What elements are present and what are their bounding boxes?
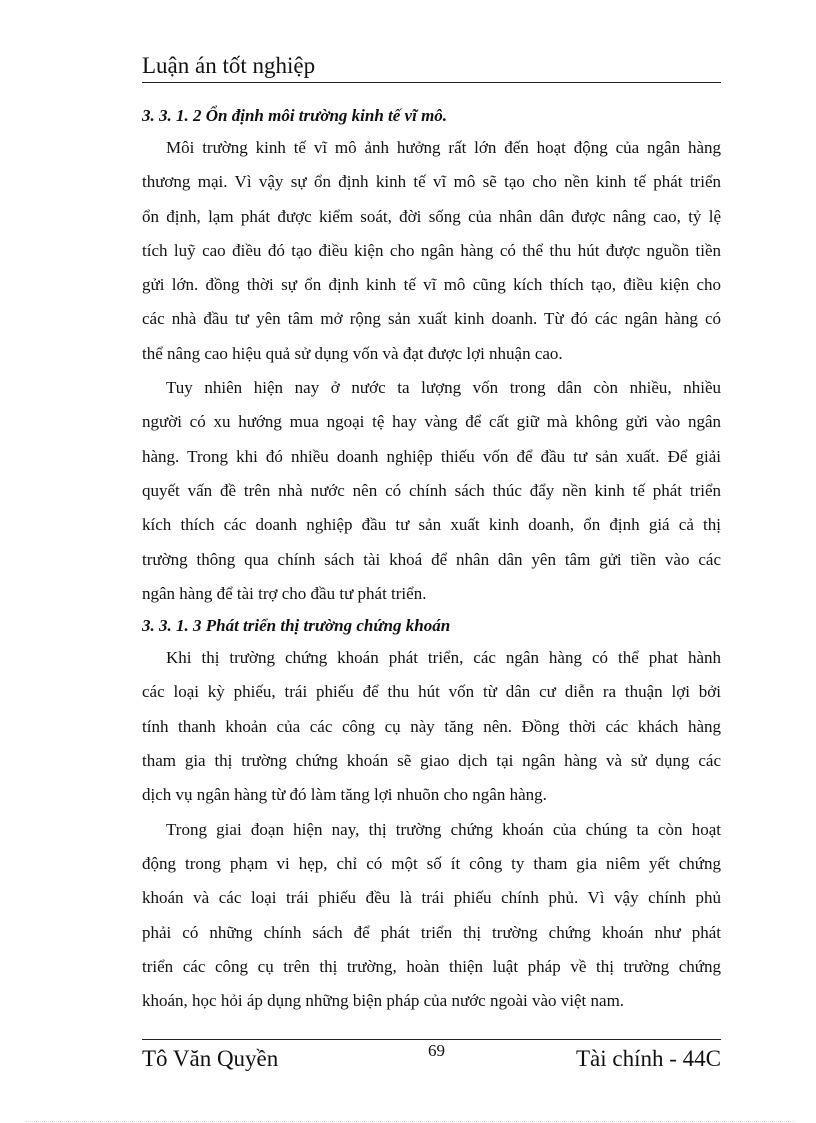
footer-author: Tô Văn Quyền: [142, 1046, 279, 1071]
paragraph: [142, 371, 721, 611]
text-line: kích thích các doanh nghiệp đầu tư sản xuất kinh doanh, ổn định giá cả thị: [142, 515, 721, 535]
text-line: thể nâng cao hiệu quả sử dụng vốn và đạt được lợi nhuận cao.: [142, 343, 563, 363]
text-line: người có xu hướng mua ngoại tệ hay vàng để cất giữ mà không gửi vào ngân: [142, 412, 721, 432]
text-line: trường thông qua chính sách tài khoá để nhân dân yên tâm gửi tiền vào các: [142, 549, 721, 569]
text-line: động trong phạm vi hẹp, chỉ có một số ít công ty tham gia niêm yết chứng: [142, 853, 721, 873]
text-line: Trong giai đoạn hiện nay, thị trường chứng khoán của chúng ta còn hoạt: [166, 819, 721, 839]
paragraph: [142, 131, 721, 371]
paragraph: [142, 813, 721, 1019]
document-body: [142, 101, 721, 1018]
text-line: tích luỹ cao điều đó tạo điều kiện cho ngân hàng có thể thu hút được nguồn tiền: [142, 240, 721, 260]
text-line: ngân hàng để tài trợ cho đầu tư phát triển.: [142, 583, 427, 603]
text-line: thương mại. Vì vậy sự ổn định kinh tế vĩ mô sẽ tạo cho nền kinh tế phát triển: [142, 172, 721, 192]
text-line: quyết vấn đề trên nhà nước nên có chính sách thúc đẩy nền kinh tế phát triển: [142, 480, 721, 500]
text-line: tính thanh khoản của các công cụ này tăng nên. Đồng thời các khách hàng: [142, 716, 721, 736]
text-line: triển các công cụ trên thị trường, hoàn thiện luật pháp về thị trường chứng: [142, 956, 721, 976]
page-bottom-edge: [25, 1121, 795, 1122]
footer-rule: [142, 1039, 721, 1040]
text-line: Môi trường kinh tế vĩ mô ảnh hưởng rất lớn đến hoạt động của ngân hàng: [166, 138, 721, 157]
text-line: phải có những chính sách để phát triển thị trường chứng khoán như phát: [142, 922, 721, 942]
text-line: Tuy nhiên hiện nay ở nước ta lượng vốn trong dân còn nhiều, nhiều: [166, 378, 721, 398]
page-number: 69: [428, 1041, 445, 1060]
text-line: tham gia thị trường chứng khoán sẽ giao dịch tại ngân hàng và sử dụng các: [142, 751, 721, 771]
section-heading: 3. 3. 1. 3 Phát triển thị trường chứng khoán: [142, 616, 451, 636]
text-line: dịch vụ ngân hàng từ đó làm tăng lợi nhuõn cho ngân hàng.: [142, 785, 547, 805]
document-header-title: Luận án tốt nghiệp: [142, 53, 316, 78]
paragraph: [142, 641, 721, 812]
text-line: Khi thị trường chứng khoán phát triển, các ngân hàng có thể phat hành: [166, 648, 721, 668]
header-rule: [142, 82, 721, 83]
section-heading: 3. 3. 1. 2 Ổn định môi trường kinh tế vĩ mô.: [142, 106, 448, 125]
text-line: hàng. Trong khi đó nhiều doanh nghiệp thiếu vốn để đầu tư sản xuất. Để giải: [142, 446, 721, 466]
text-line: ổn định, lạm phát được kiểm soát, đời sống của nhân dân được nâng cao, tỷ lệ: [142, 206, 721, 226]
text-line: khoán, học hỏi áp dụng những biện pháp của nước ngoài vào việt nam.: [142, 991, 625, 1011]
footer-course: Tài chính - 44C: [576, 1046, 721, 1071]
text-line: gửi lớn. đồng thời sự ổn định kinh tế vĩ mô cũng kích thích tạo, điều kiện cho: [142, 275, 721, 295]
text-line: khoán và các loại trái phiếu đều là trái phiếu chính phủ. Vì vậy chính phủ: [142, 888, 721, 908]
text-line: các loại kỳ phiếu, trái phiếu để thu hút vốn từ dân cư diễn ra thuận lợi bởi: [142, 682, 721, 702]
text-line: các nhà đầu tư yên tâm mở rộng sản xuất kinh doanh. Từ đó các ngân hàng có: [142, 309, 721, 329]
